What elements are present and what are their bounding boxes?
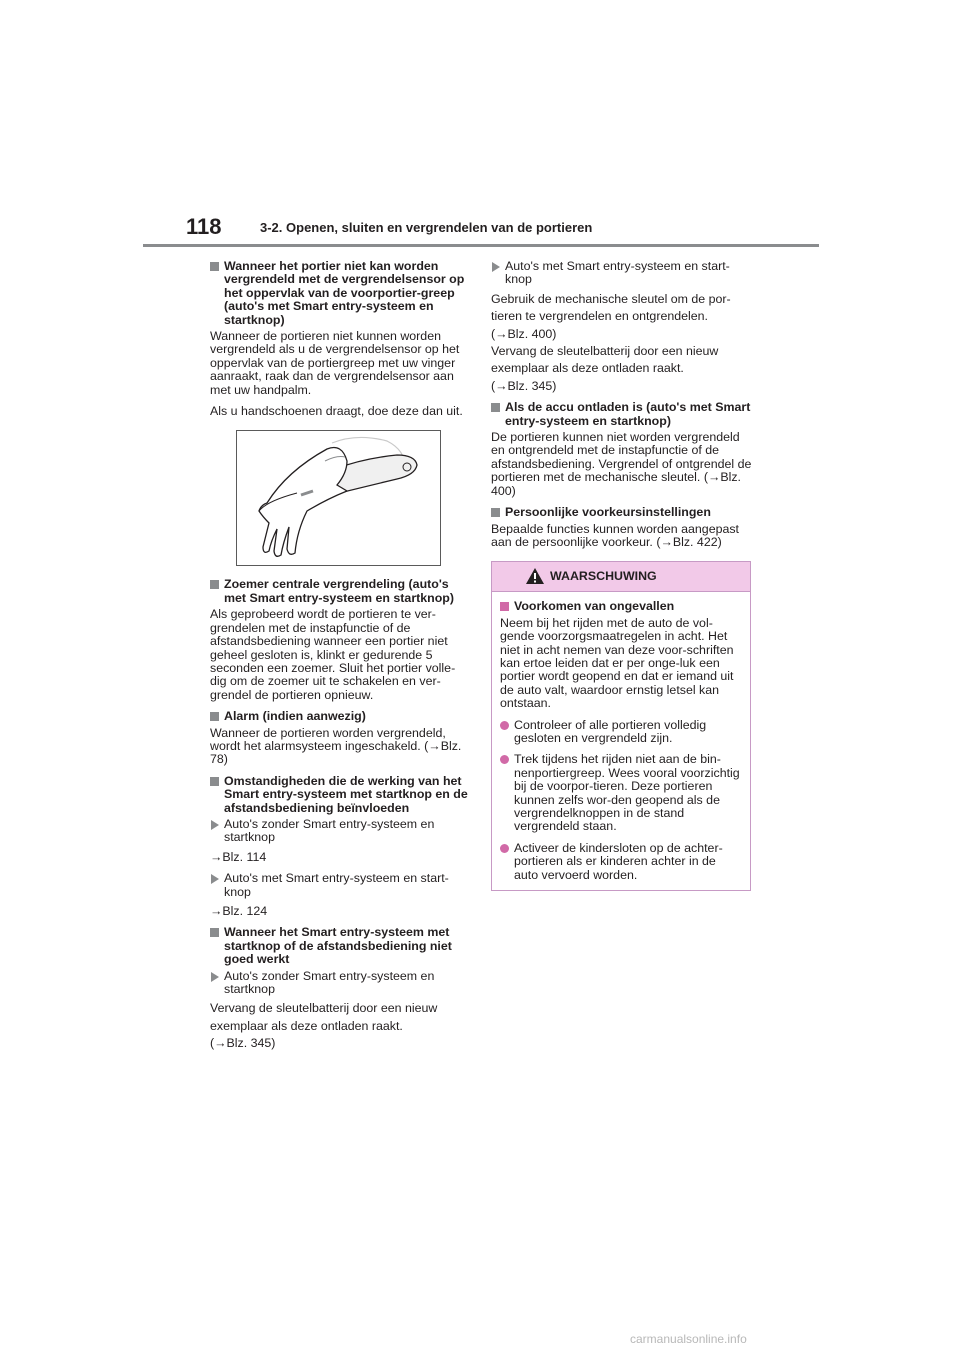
warning-heading xyxy=(500,600,742,613)
paragraph: Wanneer de portieren worden vergrendeld, wordt het alarmsysteem ingeschakeld. (→Blz. 78) xyxy=(210,725,462,767)
heading-text: Wanneer het Smart entry-systeem met startknop of de afstandsbediening niet goed werkt xyxy=(224,925,452,967)
hand-on-handle-icon xyxy=(237,431,440,565)
paragraph: Neem bij het rijden met de auto de vol-gende voorzorgsmaatregelen in acht. Het niet in acht nemen van deze voor-schriften kan ertoe leiden dat er per onge-luk een portier wordt geopend en dat er iemand uit de auto valt, waardoor ernstig letsel kan ontstaan. xyxy=(500,615,734,711)
page-reference: (→Blz. 345) xyxy=(491,378,557,393)
warning-box xyxy=(491,561,751,891)
triangle-bullet-icon xyxy=(211,820,219,830)
square-bullet-icon xyxy=(210,712,219,721)
list-item xyxy=(210,872,468,899)
warning-header xyxy=(492,562,750,592)
warning-bullet xyxy=(500,842,742,882)
triangle-bullet-icon xyxy=(211,874,219,884)
bullet-text: Controleer of alle portieren volledig gesloten en vergrendeld zijn. xyxy=(514,717,707,745)
square-bullet-icon xyxy=(210,580,219,589)
page-reference: →Blz. 114 xyxy=(210,849,267,864)
section-heading xyxy=(491,506,753,519)
section-heading xyxy=(210,578,468,605)
heading-text: Omstandigheden die de werking van het Smart entry-systeem met startknop en de afstandsbediening beïnvloeden xyxy=(224,773,468,815)
section-heading xyxy=(210,775,468,815)
list-item-text: Auto's met Smart entry-systeem en start-knop xyxy=(505,259,730,287)
warning-bullet xyxy=(500,753,742,833)
heading-text: Wanneer het portier niet kan worden vergrendeld met de vergrendelsensor op het oppervlak van de voorportier-greep (auto's met Smart entry-systeem en startknop) xyxy=(224,259,465,327)
list-item-text: Auto's met Smart entry-systeem en start-knop xyxy=(224,871,449,899)
square-bullet-icon xyxy=(491,508,500,517)
list-item-text: Auto's zonder Smart entry-systeem en startknop xyxy=(224,968,435,997)
square-bullet-icon xyxy=(491,403,500,412)
chapter-title: 3-2. Openen, sluiten en vergrendelen van de portieren xyxy=(260,220,593,235)
right-column xyxy=(491,260,753,891)
square-bullet-icon xyxy=(210,777,219,786)
warning-bullet xyxy=(500,719,742,746)
paragraph: De portieren kunnen niet worden vergrendeld en ontgrendeld met de instapfunctie of de afstandsbediening. Vergrendel of ontgrendel de portieren met de mechanische sleutel. (→Blz. 400) xyxy=(491,430,752,498)
warning-icon xyxy=(526,568,544,584)
circle-bullet-icon xyxy=(500,721,509,730)
paragraph: Als geprobeerd wordt de portieren te ver-grendelen met de instapfunctie of de afstandsbediening wanneer een portier niet geheel gesloten is, klinkt er gedurende 5 seconden een zoemer. Sluit het portier volle-dig om de zoemer uit te schakelen en ver-grendel de portieren opnieuw. xyxy=(210,607,456,702)
square-bullet-icon xyxy=(500,602,509,611)
hand-door-handle-illustration xyxy=(236,430,441,566)
heading-text: Alarm (indien aanwezig) xyxy=(224,709,366,724)
watermark: carmanualsonline.info xyxy=(630,1332,747,1346)
circle-bullet-icon xyxy=(500,755,509,764)
page-reference: →Blz. 124 xyxy=(210,904,268,918)
page-reference: (→Blz. 400) xyxy=(491,326,557,341)
section-heading xyxy=(210,926,468,966)
page-reference: (→Blz. 345) xyxy=(210,1036,276,1051)
bullet-text: Trek tijdens het rijden niet aan de bin-nenportiergreep. Wees vooral voorzichtig bij de voorpor-tieren. Deze portieren kunnen zelfs wor-den geopend als de vergrendelknoppen in de stand vergrendeld staan. xyxy=(514,752,740,834)
paragraph: Als u handschoenen draagt, doe deze dan uit. xyxy=(210,404,463,419)
circle-bullet-icon xyxy=(500,844,509,853)
paragraph: Wanneer de portieren niet kunnen worden vergrendeld als u de vergrendelsensor op het oppervlak van de portiergreep met uw vinger aanraakt, raak dan de vergrendelsensor aan met uw handpalm. xyxy=(210,329,460,397)
bullet-text: Activeer de kindersloten op de achter-portieren als er kinderen achter in de auto vervoerd worden. xyxy=(514,840,723,882)
heading-text: Zoemer centrale vergrendeling (auto's met Smart entry-systeem en startknop) xyxy=(224,577,454,605)
paragraph: exemplaar als deze ontladen raakt. xyxy=(491,361,684,376)
triangle-bullet-icon xyxy=(211,972,219,982)
triangle-bullet-icon xyxy=(492,262,500,272)
list-item-text: Auto's zonder Smart entry-systeem en startknop xyxy=(224,816,435,845)
list-item xyxy=(210,970,468,997)
paragraph: Vervang de sleutelbatterij door een nieuw xyxy=(210,1001,438,1016)
list-item xyxy=(210,818,468,845)
square-bullet-icon xyxy=(210,928,219,937)
section-heading xyxy=(491,401,753,428)
heading-text: Als de accu ontladen is (auto's met Smart entry-systeem en startknop) xyxy=(505,400,751,428)
heading-text: Persoonlijke voorkeursinstellingen xyxy=(505,505,711,520)
paragraph: Vervang de sleutelbatterij door een nieuw xyxy=(491,344,719,359)
heading-text: Voorkomen van ongevallen xyxy=(514,599,675,614)
paragraph: tieren te vergrendelen en ontgrendelen. xyxy=(491,309,708,324)
section-heading xyxy=(210,260,468,327)
section-heading xyxy=(210,710,468,723)
left-column xyxy=(210,260,468,1055)
square-bullet-icon xyxy=(210,262,219,271)
page-number: 118 xyxy=(186,214,222,239)
paragraph: exemplaar als deze ontladen raakt. xyxy=(210,1018,403,1033)
paragraph: Bepaalde functies kunnen worden aangepast aan de persoonlijke voorkeur. (→Blz. 422) xyxy=(491,521,740,549)
header-rule xyxy=(143,244,819,247)
paragraph: Gebruik de mechanische sleutel om de por- xyxy=(491,291,731,306)
list-item xyxy=(491,260,753,287)
warning-body xyxy=(492,592,750,890)
warning-title: WAARSCHUWING xyxy=(550,569,657,584)
